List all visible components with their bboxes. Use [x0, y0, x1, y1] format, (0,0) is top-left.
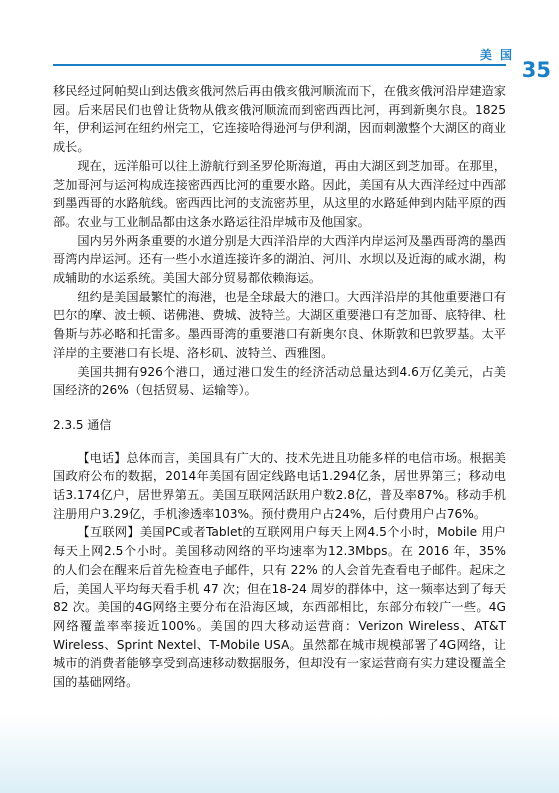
body-paragraph: 纽约是美国最繁忙的海港，也是全球最大的港口。大西洋沿岸的其他重要港口有巴尔的摩、波士顿、诺佛港、费城、波特兰。大湖区重要港口有芝加哥、底特律、杜鲁斯与苏必略和托雷多。墨西哥湾的重要港口有新奥尔良、休斯敦和巴敦罗基。太平洋岸的主要港口有长堤、洛杉矶、波特兰、西雅图。: [53, 289, 506, 360]
header-divider: [53, 64, 506, 66]
telecom-paragraph-internet: 【互联网】美国PC或者Tablet的互联网用户每天上网4.5个小时，Mobile 用户每天上网2.5个小时。美国移动网络的平均速率为12.3Mbps。在 2016 年，35% 的人们会在醒来后首先检查电子邮件，只有 22% 的人会首先查看电子邮件。起床之后，美国人平均每天看手机 47 次；但在18-24 周岁的群体中，这一频率达到了每天 82 次。美国的4G网络主要分布在沿海区域，东西部相比，东部分布较广一些。4G网络覆盖率率接近100%。美国的四大移动运营商：Verizon Wireless、AT&T Wireless、Sprint Nextel、T-Mobile USA。虽然都在城市规模部署了4G网络，让城市的消费者能够享受到高速移动数据服务，但却没有一家运营商有实力建设覆盖全国的基础网络。: [53, 525, 506, 690]
body-paragraph: 国内另外两条重要的水道分别是大西洋沿岸的大西洋内岸运河及墨西哥湾的墨西哥湾内岸运河。还有一些小水道连接许多的湖泊、河川、水坝以及近海的咸水湖，构成辅助的水运系统。美国大部分贸易都依赖海运。: [53, 233, 506, 286]
page-footer-shade: [0, 715, 559, 793]
running-header-country: 美 国: [479, 48, 514, 62]
section-heading: 2.3.5 通信: [53, 417, 112, 432]
body-paragraph: 现在，远洋船可以往上游航行到圣罗伦斯海道，再由大湖区到芝加哥。在那里，芝加哥河与运河构成连接密西西比河的重要水路。因此，美国有从大西洋经过中西部到墨西哥的水路航线。密西西比河的支流密苏里，从这里的水路延伸到内陆平原的西部。农业与工业制品都由这条水路运往沿岸城市及他国家。: [53, 158, 506, 229]
page-body: [53, 82, 506, 692]
page-number: 35: [521, 58, 551, 82]
telecom-paragraph-phone: 【电话】总体而言，美国具有广大的、技术先进且功能多样的电信市场。根据美国政府公布的数据，2014年美国有固定线路电话1.294亿条，居世界第三；移动电话3.174亿户，居世界第五。美国互联网活跃用户数2.8亿，普及率87%。移动手机注册用户3.29亿，手机渗透率103%。预付费用户占24%，后付费用户占76%。: [53, 450, 506, 521]
body-paragraph: 美国共拥有926个港口，通过港口发生的经济活动总量达到4.6万亿美元，占美国经济的26%（包括贸易、运输等）。: [53, 364, 506, 398]
body-paragraph: 移民经过阿帕契山到达俄亥俄河然后再由俄亥俄河顺流而下，在俄亥俄河沿岸建造家园。后来居民们也曾让货物从俄亥俄河顺流而到密西西比河，再到新奥尔良。1825年，伊利运河在纽约州完工，它连接哈得逊河与伊利湖，因而刺激整个大湖区的商业成长。: [53, 84, 506, 155]
